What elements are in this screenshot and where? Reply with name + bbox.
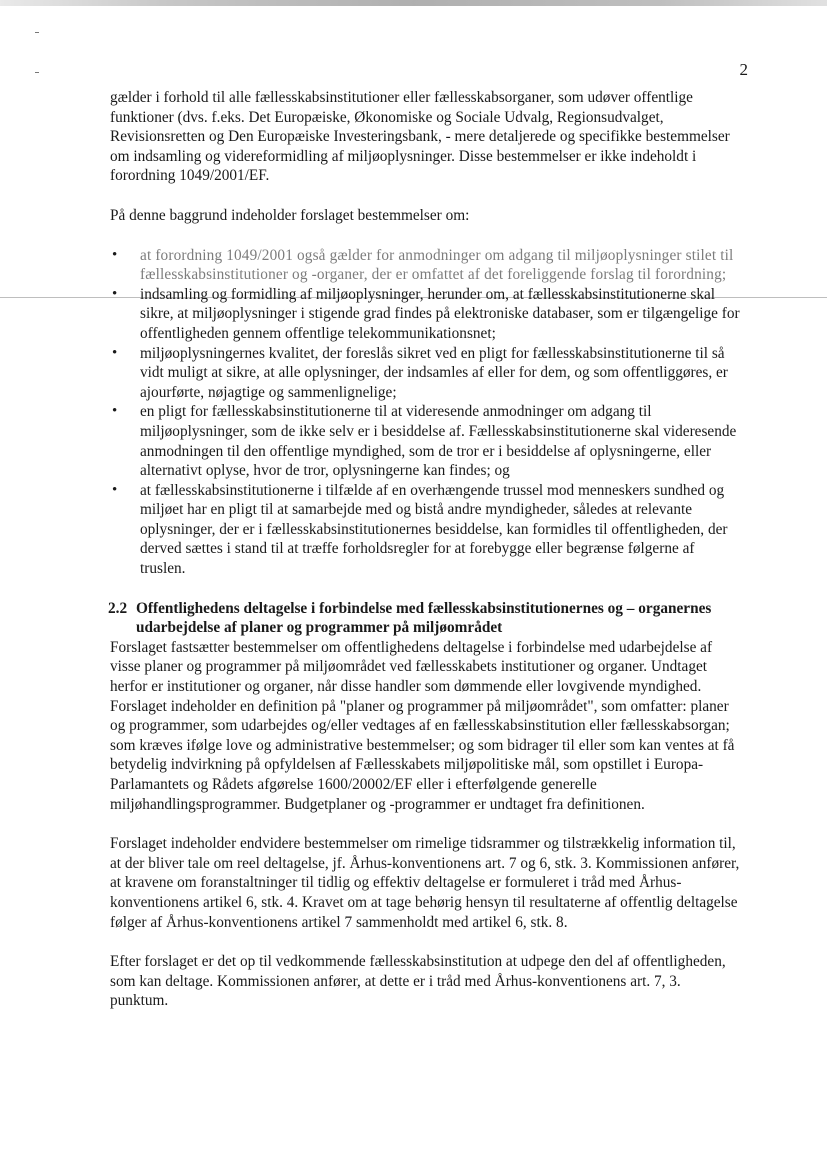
bullet-icon: • [112, 481, 118, 498]
margin-mark [35, 32, 39, 33]
list-item [110, 481, 740, 579]
section-heading [110, 599, 740, 638]
list-item [110, 285, 740, 344]
margin-mark [35, 72, 39, 73]
section-number: 2.2 [108, 599, 128, 617]
section-paragraph: Efter forslaget er det op til vedkommende fællesskabsinstitution at udpege den del af offentligheden, som kan deltage. Kommissionen anfører, at dette er i tråd med Århus-konventionens art. 7, 3. punktum. [110, 953, 726, 1010]
section-paragraph: Forslaget indeholder endvidere bestemmelser om rimelige tidsrammer og tilstrækkelig information til, at der bliver tale om reel deltagelse, jf. Århus-konventionens art. 7 og 6, stk. 3. Kommissionen anfører, at kravene om foranstaltninger til tidlig og effektiv deltagelse er formuleret i tråd med Århus-konventionens artikel 6, stk. 4. Kravet om at tage behørig hensyn til resultaterne af offentlig deltagelse følger af Århus-konventionens artikel 7 sammenholdt med artikel 6, stk. 8. [110, 835, 740, 931]
list-item-text: at forordning 1049/2001 også gælder for anmodninger om adgang til miljøoplysninger stilet til fællesskabsinstitutioner og -organer, der er omfattet af det foreliggende forslag til forordning; [140, 246, 734, 284]
list-item-text: indsamling og formidling af miljøoplysninger, herunder om, at fællesskabsinstitutionerne skal sikre, at miljøoplysninger i stigende grad findes på elektroniske databaser, som er tilgængelige for offentligheden gennem offentlige telekommunikationsnet; [140, 285, 740, 342]
bullet-icon: • [112, 403, 118, 420]
page-number: 2 [739, 60, 748, 79]
list-item [110, 344, 740, 403]
scan-top-edge [0, 0, 827, 6]
bullet-icon: • [112, 344, 118, 361]
provision-list [110, 246, 740, 579]
list-item [110, 246, 740, 285]
intro-paragraph: gælder i forhold til alle fællesskabsinstitutioner eller fællesskabsorganer, som udøver offentlige funktioner (dvs. f.eks. Det Europæiske, Økonomiske og Sociale Udvalg, Regionsudvalget, Revisionsretten og Den Europæiske Investeringsbank, - mere detaljerede og specifikke bestemmelser om indsamling og videreformidling af miljøoplysninger. Disse bestemmelser er ikke indeholdt i forordning 1049/2001/EF. [110, 89, 730, 185]
bullet-icon: • [112, 246, 118, 263]
document-body [110, 88, 740, 1011]
bullet-icon: • [112, 285, 118, 302]
list-item [110, 402, 740, 480]
lead-in: På denne baggrund indeholder forslaget bestemmelser om: [110, 206, 470, 224]
section-title: Offentlighedens deltagelse i forbindelse med fællesskabsinstitutionernes og – organernes udarbejdelse af planer og programmer på miljøområdet [136, 599, 712, 637]
list-item-text: miljøoplysningernes kvalitet, der foreslås sikret ved en pligt for fællesskabsinstitutionerne til så vidt muligt at sikre, at alle oplysninger, der indsamles af eller for dem, og som offentliggøres, er ajourførte, nøjagtige og sammenlignelige; [140, 344, 728, 401]
list-item-text: en pligt for fællesskabsinstitutionerne til at videresende anmodninger om adgang til miljøoplysninger, som de ikke selv er i besiddelse af. Fællesskabsinstitutionerne skal videresende anmodningen til den offentlige myndighed, som de tror er i besiddelse af oplysningerne, eller alternativt oplyse, hvor de tror, oplysningerne kan findes; og [140, 403, 737, 480]
section-paragraph: Forslaget fastsætter bestemmelser om offentlighedens deltagelse i forbindelse med udarbejdelse af visse planer og programmer på miljøområdet ved fællesskabets institutioner og organer. Undtaget herfor er institutioner og organer, når disse handler som dømmende eller lovgivende myndighed. Forslaget indeholder en definition på "planer og programmer på miljøområdet", som omfatter: planer og programmer, som udarbejdes og/eller vedtages af en fællesskabsinstitution eller fællesskabsorgan; som kræves ifølge love og administrative bestemmelser; og som bidrager til eller som kan ventes at få betydelig indvirkning på opfyldelsen af Fællesskabets miljøpolitiske mål, som opstillet i Europa-Parlamantets og Rådets afgørelse 1600/20002/EF eller i efterfølgende generelle miljøhandlingsprogrammer. Budgetplaner og -programmer er undtaget fra definitionen. [110, 638, 735, 813]
list-item-text: at fællesskabsinstitutionerne i tilfælde af en overhængende trussel mod menneskers sundhed og miljøet har en pligt til at samarbejde med og bistå andre myndigheder, således at relevante oplysninger, der er i fællesskabsinstitutionernes besiddelse, kan formidles til offentligheden, der derved sættes i stand til at træffe forholdsregler for at forebygge eller begrænse følgerne af truslen. [140, 481, 728, 578]
